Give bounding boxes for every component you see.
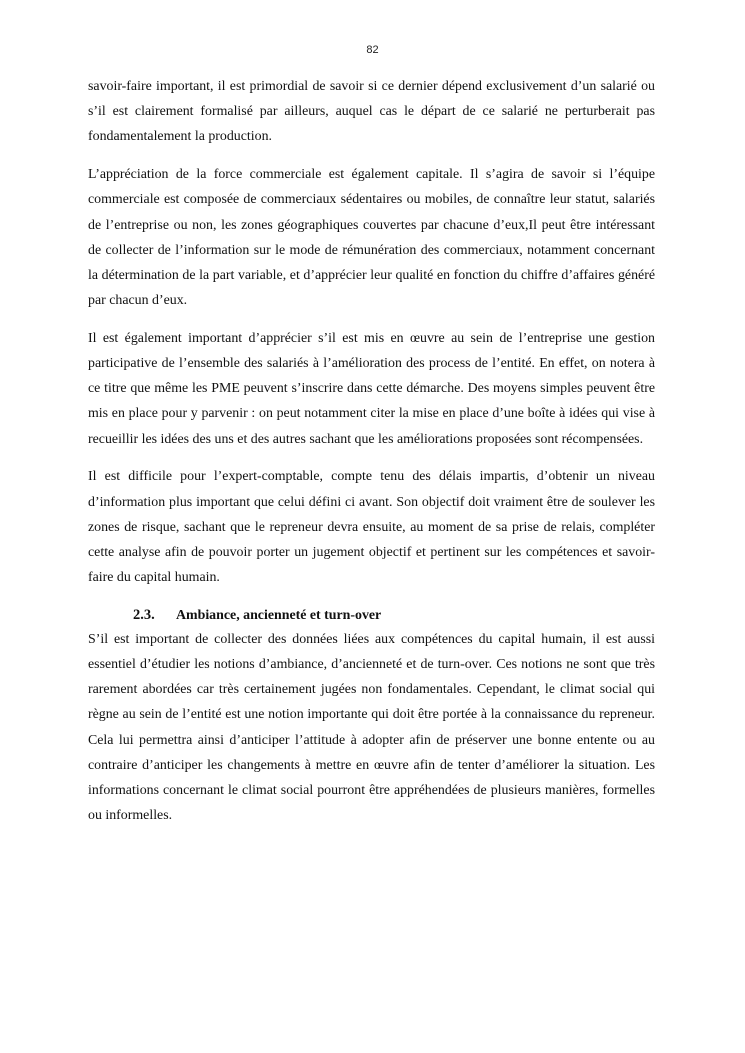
- section-title: Ambiance, ancienneté et turn-over: [176, 607, 382, 623]
- paragraph-3: Il est également important d’apprécier s’il est mis en œuvre au sein de l’entreprise une gestion participative de l’ensemble des salariés à l’amélioration des process de l’entité. En effet, on notera à ce titre que même les PME peuvent s’inscrire dans cette démarche. Des moyens simples peuvent être mis en place pour y parvenir : on peut notamment citer la mise en place d’une boîte à idées qui vise à recueillir les idées des uns et des autres sachant que les améliorations proposées sont récompensées.: [88, 330, 655, 447]
- section-number: 2.3.: [133, 606, 155, 623]
- paragraph-2: L’appréciation de la force commerciale est également capitale. Il s’agira de savoir si l’équipe commerciale est composée de commerciaux sédentaires ou mobiles, de connaître leur statut, salariés de l’entreprise ou non, les zones géographiques couvertes par chacune d’eux,Il peut être intéressant de collecter de l’information sur le mode de rémunération des commerciaux, notamment concernant la détermination de la part variable, et d’apprécier leur qualité en fonction du chiffre d’affaires généré par chacun d’eux.: [88, 167, 655, 309]
- page-number: 82: [366, 44, 379, 56]
- section-paragraph: S’il est important de collecter des données liées aux compétences du capital humain, il est aussi essentiel d’étudier les notions d’ambiance, d’ancienneté et de turn-over. Ces notions ne sont que très rarement abordées car très certainement jugées non fondamentales. Cependant, le climat social qui règne au sein de l’entité est une notion importante qui doit être portée à la connaissance du repreneur. Cela lui permettra ainsi d’anticiper l’attitude à adopter afin de préserver une bonne entente ou au contraire d’anticiper les changements à mettre en œuvre afin de tenter d’améliorer la situation. Les informations concernant le climat social pourront être appréhendées de plusieurs manières, formelles ou informelles.: [88, 631, 655, 824]
- page-body: [88, 74, 655, 841]
- paragraph-4: Il est difficile pour l’expert-comptable, compte tenu des délais impartis, d’obtenir un niveau d’information plus important que celui défini ci avant. Son objectif doit vraiment être de soulever les zones de risque, sachant que le repreneur devra ensuite, au moment de sa prise de relais, compléter cette analyse afin de pouvoir porter un jugement objectif et pertinent sur les compétences et savoir-faire du capital humain.: [88, 469, 655, 586]
- section-heading: [88, 603, 655, 627]
- paragraph-1: savoir-faire important, il est primordial de savoir si ce dernier dépend exclusivement d’un salarié ou s’il est clairement formalisé par ailleurs, auquel cas le départ de ce salarié ne perturberait pas fondamentalement la production.: [88, 79, 655, 145]
